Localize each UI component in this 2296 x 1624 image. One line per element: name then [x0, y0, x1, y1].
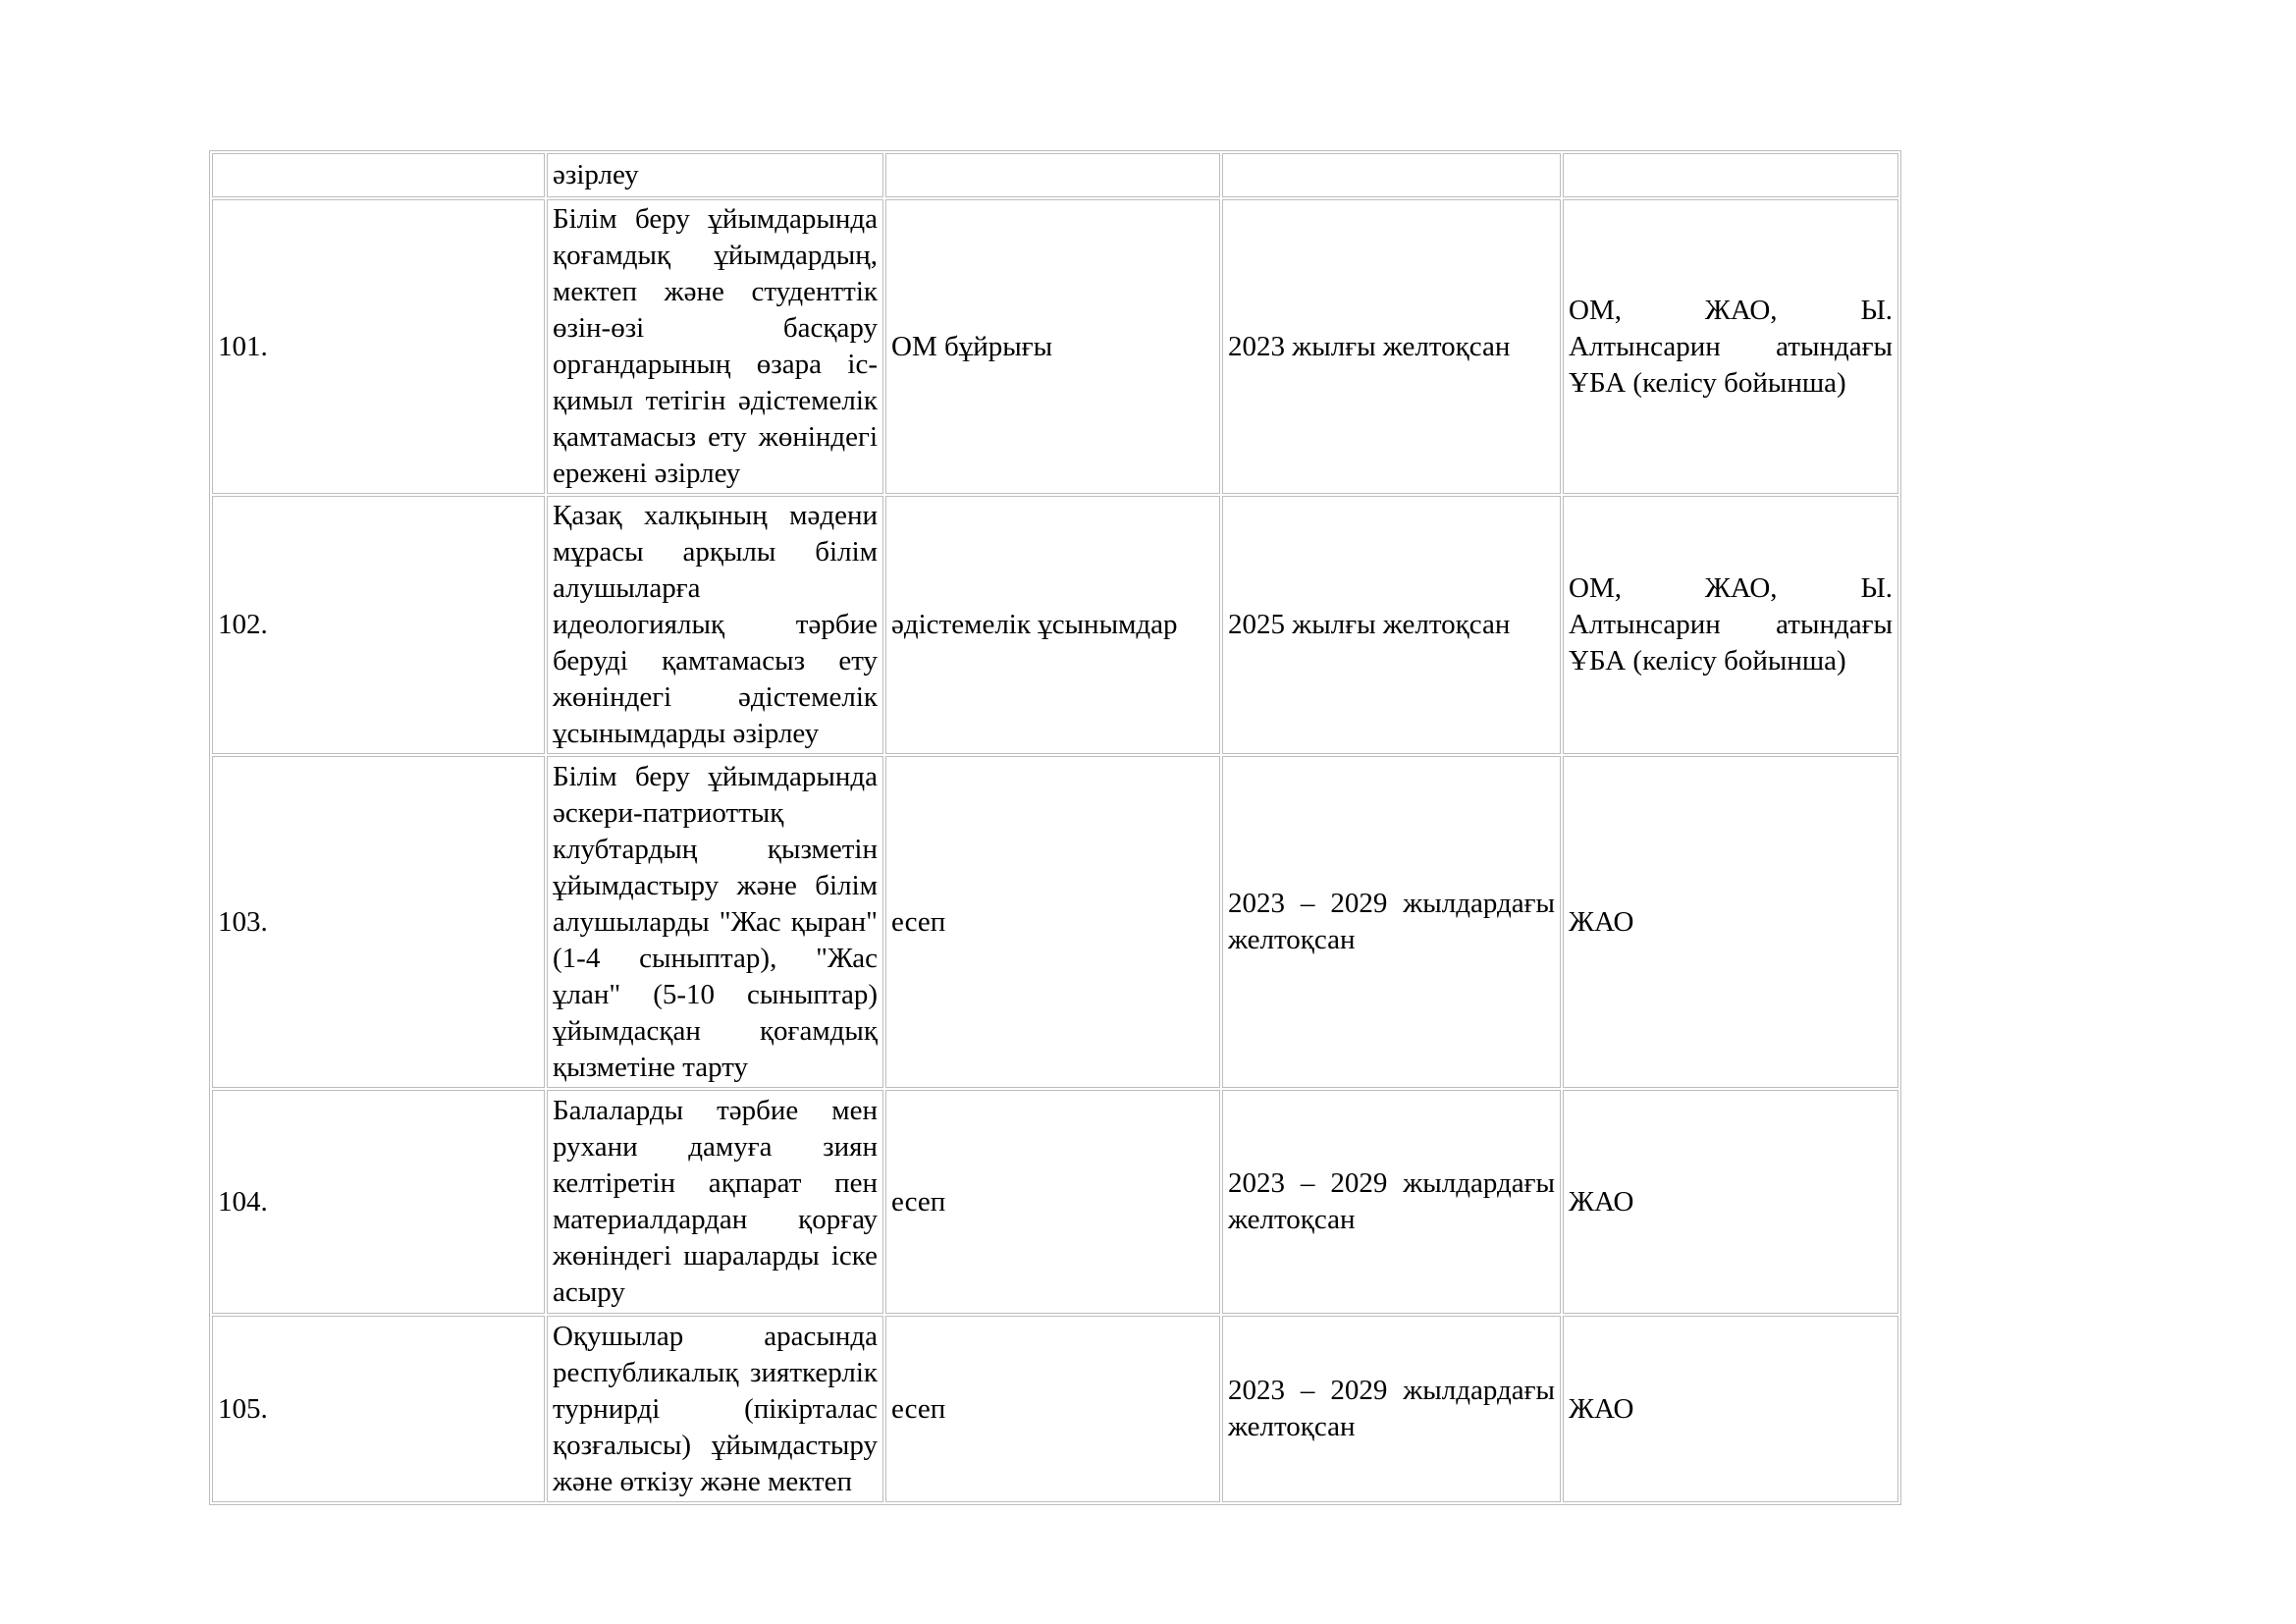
cell-number: 103. — [212, 756, 545, 1088]
cell-activity: Қазақ халқының мәдени мұрасы арқылы білім алушыларға идеологиялық тәрбие беруді қамтамасыз ету жөніндегі әдістемелік ұсынымдарды әзірлеу — [547, 496, 883, 754]
cell-responsible: ОМ, ЖАО, Ы. Алтынсарин атындағы ҰБА (келісу бойынша) — [1563, 496, 1898, 754]
table-row-continuation — [212, 153, 1898, 197]
cell-completion-term: 2023 жылғы желтоқсан — [1222, 199, 1561, 494]
table-row-105 — [212, 1316, 1898, 1502]
cell-number — [212, 153, 545, 197]
table-row-101 — [212, 199, 1898, 494]
cell-completion-term: 2025 жылғы желтоқсан — [1222, 496, 1561, 754]
cell-number: 102. — [212, 496, 545, 754]
cell-completion-form: есеп — [885, 1316, 1220, 1502]
cell-completion-term: 2023 – 2029 жылдардағы желтоқсан — [1222, 756, 1561, 1088]
cell-completion-term — [1222, 153, 1561, 197]
cell-completion-form: ОМ бұйрығы — [885, 199, 1220, 494]
cell-completion-form — [885, 153, 1220, 197]
cell-completion-term: 2023 – 2029 жылдардағы желтоқсан — [1222, 1316, 1561, 1502]
cell-activity: Балаларды тәрбие мен рухани дамуға зиян келтіретін ақпарат пен материалдардан қорғау жөніндегі шараларды іске асыру — [547, 1090, 883, 1314]
cell-number: 104. — [212, 1090, 545, 1314]
cell-responsible — [1563, 153, 1898, 197]
cell-number: 105. — [212, 1316, 545, 1502]
cell-activity: Оқушылар арасында республикалық зияткерлік турнирді (пікірталас қозғалысы) ұйымдастыру және өткізу және мектеп — [547, 1316, 883, 1502]
cell-responsible: ОМ, ЖАО, Ы. Алтынсарин атындағы ҰБА (келісу бойынша) — [1563, 199, 1898, 494]
cell-completion-form: есеп — [885, 1090, 1220, 1314]
table-row-103 — [212, 756, 1898, 1088]
cell-completion-term: 2023 – 2029 жылдардағы желтоқсан — [1222, 1090, 1561, 1314]
cell-completion-form: есеп — [885, 756, 1220, 1088]
cell-responsible: ЖАО — [1563, 1090, 1898, 1314]
cell-activity: әзірлеу — [547, 153, 883, 197]
cell-responsible: ЖАО — [1563, 1316, 1898, 1502]
table-row-102 — [212, 496, 1898, 754]
cell-completion-form: әдістемелік ұсынымдар — [885, 496, 1220, 754]
cell-responsible: ЖАО — [1563, 756, 1898, 1088]
table-row-104 — [212, 1090, 1898, 1314]
cell-activity: Білім беру ұйымдарында қоғамдық ұйымдардың, мектеп және студенттік өзін-өзі басқару органдарының өзара іс-қимыл тетігін әдістемелік қамтамасыз ету жөніндегі ережені әзірлеу — [547, 199, 883, 494]
action-plan-table — [209, 150, 1901, 1505]
cell-number: 101. — [212, 199, 545, 494]
cell-activity: Білім беру ұйымдарында әскери-патриоттық клубтардың қызметін ұйымдастыру және білім алушыларды "Жас қыран" (1-4 сыныптар), "Жас ұлан" (5-10 сыныптар) ұйымдасқан қоғамдық қызметіне тарту — [547, 756, 883, 1088]
